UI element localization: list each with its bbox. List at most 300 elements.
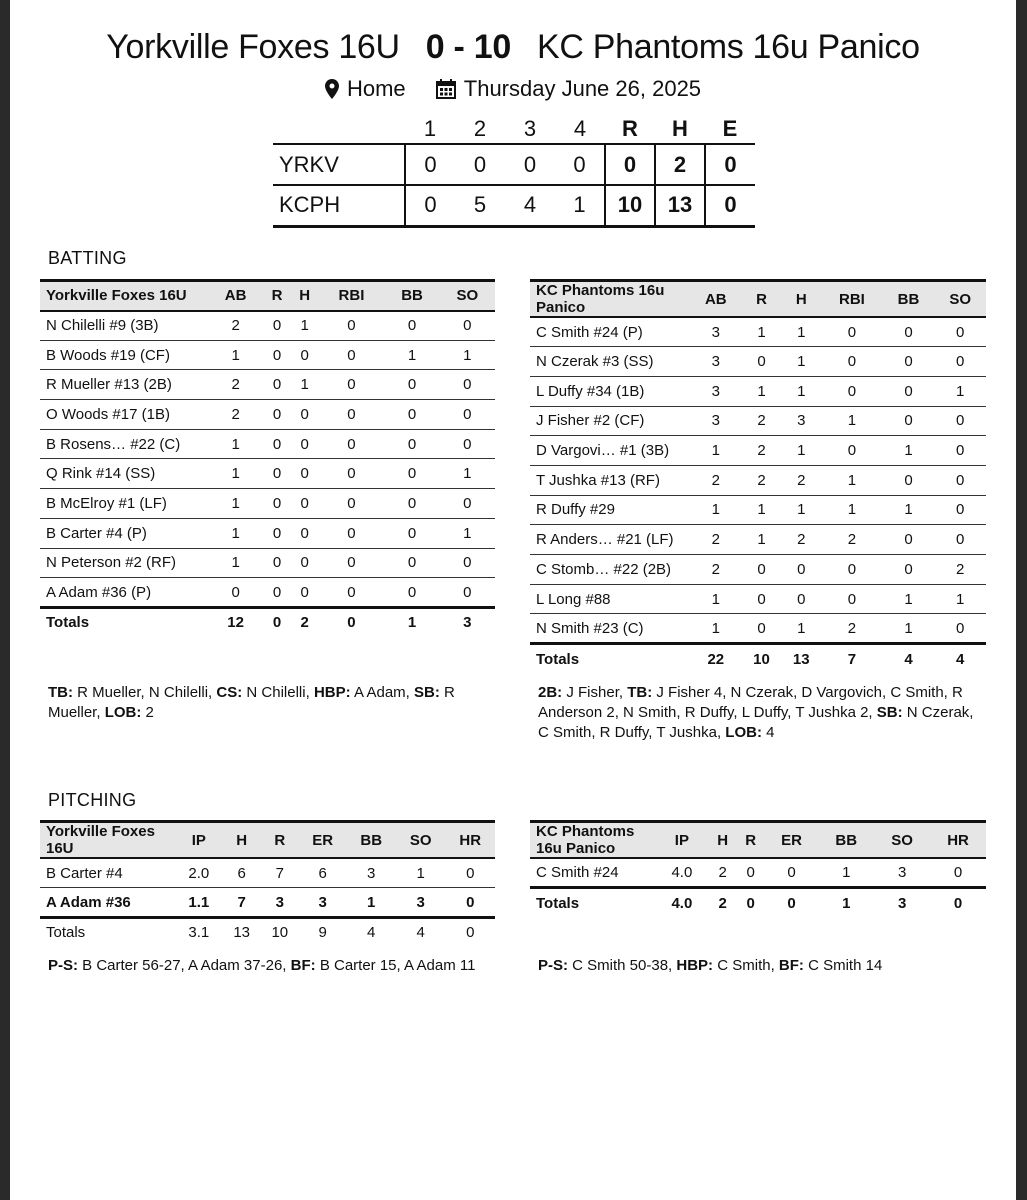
stat-cell: 1	[742, 495, 782, 525]
game-header	[10, 28, 1016, 67]
stat-cell: 0	[883, 525, 935, 555]
table-row	[530, 406, 986, 436]
stat-cell: 1	[781, 376, 821, 406]
stat-cell: 0	[319, 311, 385, 341]
stat-cell: 2	[690, 465, 742, 495]
column-header: H	[223, 822, 261, 859]
stat-cell: 0	[291, 518, 319, 548]
stat-cell: 0	[440, 370, 495, 400]
stat-cell: 0	[737, 858, 765, 888]
table-row	[530, 525, 986, 555]
total-runs: 0	[605, 144, 655, 185]
player-name: B McElroy #1 (LF)	[40, 489, 208, 519]
total-cell: 3	[440, 607, 495, 637]
stat-cell: 0	[821, 584, 883, 614]
stat-cell: 0	[263, 518, 291, 548]
total-hits: 13	[655, 185, 705, 226]
totals-row	[40, 607, 495, 637]
stat-cell: 0	[821, 376, 883, 406]
inning-score: 0	[555, 144, 605, 185]
date	[436, 76, 701, 102]
stat-cell: 0	[930, 858, 986, 888]
stat-cell: 3	[261, 888, 299, 918]
stat-cell: 3	[874, 858, 930, 888]
stat-cell: 1	[208, 429, 263, 459]
location	[325, 76, 406, 102]
stat-cell: 0	[384, 578, 439, 608]
stat-cell: 0	[291, 548, 319, 578]
stat-cell: 0	[934, 465, 986, 495]
column-header: BB	[818, 822, 874, 859]
hits-header: H	[672, 115, 688, 141]
team-name-header: KC Phantoms 16u Panico	[530, 281, 690, 318]
table-row	[40, 459, 495, 489]
total-cell: 0	[263, 607, 291, 637]
stat-cell: 0	[384, 518, 439, 548]
stat-cell: 3	[690, 347, 742, 377]
pitching-notes-kc-phantoms	[538, 956, 978, 976]
stat-cell: 2	[742, 465, 782, 495]
stat-cell: 0	[291, 578, 319, 608]
stat-cell: 1	[781, 495, 821, 525]
stat-cell: 1	[440, 518, 495, 548]
stat-cell: 0	[440, 400, 495, 430]
stat-cell: 0	[934, 436, 986, 466]
batting-table-kc-phantoms	[530, 279, 986, 673]
table-header-row	[40, 822, 495, 859]
stat-cell: 0	[445, 858, 495, 888]
inning-header: 1	[423, 115, 437, 141]
stat-cell: 0	[319, 489, 385, 519]
stat-cell: 0	[883, 406, 935, 436]
stat-cell: 1	[883, 436, 935, 466]
stat-cell: 1	[384, 340, 439, 370]
column-header: RBI	[319, 281, 385, 311]
stat-cell: 0	[440, 578, 495, 608]
total-cell: 4	[396, 917, 446, 947]
stat-cell: 0	[291, 340, 319, 370]
note-value: C Smith,	[717, 957, 775, 974]
table-row	[40, 888, 495, 918]
stat-cell: 0	[883, 347, 935, 377]
stat-cell: 1	[781, 436, 821, 466]
team-name-header: Yorkville Foxes 16U	[40, 822, 175, 859]
note-label: SB:	[414, 684, 440, 701]
stat-cell: 2	[690, 555, 742, 585]
team-name-header: KC Phantoms 16u Panico	[530, 822, 655, 859]
note-label: P-S:	[538, 957, 568, 974]
stat-cell: 0	[291, 459, 319, 489]
stat-cell: 0	[263, 548, 291, 578]
stat-cell: 3	[690, 376, 742, 406]
stat-cell: 3	[299, 888, 347, 918]
stat-cell: 1	[883, 495, 935, 525]
total-cell: 0	[737, 888, 765, 918]
note-label: HBP:	[676, 957, 714, 974]
note-value: R Mueller,	[48, 684, 455, 721]
errors-header: E	[722, 115, 738, 141]
stat-cell: 4.0	[655, 858, 709, 888]
column-header: RBI	[821, 281, 883, 318]
stat-cell: 0	[934, 317, 986, 347]
total-cell: 10	[261, 917, 299, 947]
stat-cell: 0	[384, 459, 439, 489]
stat-cell: 2	[690, 525, 742, 555]
stat-cell: 2	[709, 858, 737, 888]
stat-cell: 0	[445, 888, 495, 918]
note-label: LOB:	[104, 704, 142, 721]
stat-cell: 1	[291, 370, 319, 400]
stat-cell: 3	[690, 317, 742, 347]
table-row	[40, 548, 495, 578]
total-cell: 4	[883, 644, 935, 674]
stat-cell: 1	[781, 317, 821, 347]
stat-cell: 0	[384, 370, 439, 400]
stat-cell: 0	[934, 614, 986, 644]
column-header: H	[781, 281, 821, 318]
player-name: B Rosens… #22 (C)	[40, 429, 208, 459]
table-row	[530, 436, 986, 466]
stat-cell: 0	[291, 429, 319, 459]
note-label: TB:	[627, 684, 653, 701]
stat-cell: 1	[208, 548, 263, 578]
batting-notes-kc-phantoms	[538, 683, 978, 743]
team-abbr: KCPH	[273, 185, 405, 226]
stat-cell: 0	[883, 317, 935, 347]
table-row	[530, 347, 986, 377]
column-header: H	[709, 822, 737, 859]
table-row	[40, 578, 495, 608]
stat-cell: 1	[742, 525, 782, 555]
stat-cell: 3	[781, 406, 821, 436]
table-header-row	[530, 281, 986, 318]
column-header: ER	[299, 822, 347, 859]
stat-cell: 0	[821, 436, 883, 466]
table-row	[40, 489, 495, 519]
stat-cell: 0	[319, 429, 385, 459]
table-row	[40, 340, 495, 370]
batting-section-title: BATTING	[48, 248, 127, 268]
stat-cell: 7	[223, 888, 261, 918]
calendar-icon	[436, 79, 456, 99]
total-cell: 3	[874, 888, 930, 918]
column-header: R	[742, 281, 782, 318]
player-name: A Adam #36 (P)	[40, 578, 208, 608]
stat-cell: 0	[742, 555, 782, 585]
player-name: L Duffy #34 (1B)	[530, 376, 690, 406]
note-label: P-S:	[48, 957, 78, 974]
location-label: Home	[346, 76, 406, 101]
total-cell: 2	[291, 607, 319, 637]
table-row	[530, 465, 986, 495]
stat-cell: 0	[883, 465, 935, 495]
player-name: N Peterson #2 (RF)	[40, 548, 208, 578]
stat-cell: 1	[821, 465, 883, 495]
note-value: A Adam,	[353, 684, 410, 701]
total-cell: 0	[445, 917, 495, 947]
stat-cell: 0	[319, 400, 385, 430]
total-cell: 2	[709, 888, 737, 918]
stat-cell: 0	[263, 578, 291, 608]
stat-cell: 2	[821, 614, 883, 644]
player-name: R Duffy #29	[530, 495, 690, 525]
stat-cell: 0	[742, 584, 782, 614]
column-header: R	[737, 822, 765, 859]
note-label: TB:	[48, 684, 73, 701]
table-row	[40, 400, 495, 430]
right-edge	[1016, 0, 1027, 1200]
total-cell: 0	[319, 607, 385, 637]
total-errors: 0	[705, 144, 755, 185]
runs-header: R	[622, 115, 638, 141]
totals-label: Totals	[40, 607, 208, 637]
inning-score: 0	[455, 144, 505, 185]
total-cell: 3.1	[175, 917, 223, 947]
stat-cell: 1	[440, 340, 495, 370]
player-name: J Fisher #2 (CF)	[530, 406, 690, 436]
stat-cell: 0	[384, 429, 439, 459]
total-cell: 13	[781, 644, 821, 674]
note-label: BF:	[290, 957, 316, 974]
column-header: HR	[445, 822, 495, 859]
total-cell: 4.0	[655, 888, 709, 918]
pitching-notes-yorkville	[48, 956, 493, 976]
team-abbr: YRKV	[273, 144, 405, 185]
stat-cell: 1	[208, 459, 263, 489]
stat-cell: 3	[396, 888, 446, 918]
table-row	[40, 429, 495, 459]
inning-header: 2	[473, 115, 487, 141]
stat-cell: 0	[319, 459, 385, 489]
total-errors: 0	[705, 185, 755, 226]
player-name: Q Rink #14 (SS)	[40, 459, 208, 489]
inning-score: 1	[555, 185, 605, 226]
column-header: SO	[396, 822, 446, 859]
stat-cell: 2.0	[175, 858, 223, 888]
stat-cell: 0	[319, 340, 385, 370]
stat-cell: 1	[208, 340, 263, 370]
inning-header: 4	[573, 115, 587, 141]
stat-cell: 0	[781, 584, 821, 614]
note-value: C Smith 50-38,	[572, 957, 673, 974]
map-pin-icon	[325, 79, 339, 99]
table-row	[530, 555, 986, 585]
stat-cell: 0	[263, 340, 291, 370]
column-header: HR	[930, 822, 986, 859]
stat-cell: 1	[821, 406, 883, 436]
stat-cell: 1	[818, 858, 874, 888]
stat-cell: 1	[208, 489, 263, 519]
table-row	[40, 311, 495, 341]
stat-cell: 1	[781, 347, 821, 377]
total-cell: 4	[934, 644, 986, 674]
stat-cell: 6	[299, 858, 347, 888]
column-header: BB	[346, 822, 395, 859]
table-row	[530, 495, 986, 525]
stat-cell: 0	[263, 429, 291, 459]
stat-cell: 0	[208, 578, 263, 608]
stat-cell: 1	[883, 584, 935, 614]
note-label: HBP:	[313, 684, 351, 701]
column-header: BB	[384, 281, 439, 311]
stat-cell: 1	[690, 584, 742, 614]
player-name: A Adam #36	[40, 888, 175, 918]
stat-cell: 1	[690, 436, 742, 466]
line-score-row	[273, 144, 755, 185]
player-name: C Stomb… #22 (2B)	[530, 555, 690, 585]
note-value: N Czerak, C Smith, R Duffy, T Jushka,	[538, 704, 974, 741]
left-edge	[0, 0, 10, 1200]
column-header: IP	[175, 822, 223, 859]
table-row	[530, 858, 986, 888]
note-value: J Fisher 4, N Czerak, D Vargovich, C Smith, R Anderson 2, N Smith, R Duffy, L Duffy, T Jushka 2,	[538, 684, 963, 721]
table-row	[530, 614, 986, 644]
stat-cell: 2	[781, 465, 821, 495]
note-value: C Smith 14	[808, 957, 883, 974]
inning-score: 0	[505, 144, 555, 185]
stat-cell: 1	[208, 518, 263, 548]
table-row	[40, 370, 495, 400]
pitching-section-title: PITCHING	[48, 790, 137, 810]
stat-cell: 0	[821, 555, 883, 585]
stat-cell: 0	[821, 347, 883, 377]
total-cell: 9	[299, 917, 347, 947]
batting-notes-yorkville	[48, 683, 493, 723]
note-label: SB:	[876, 704, 903, 721]
totals-row	[530, 644, 986, 674]
stat-cell: 0	[440, 489, 495, 519]
stat-cell: 3	[346, 858, 395, 888]
total-cell: 1	[384, 607, 439, 637]
table-row	[40, 518, 495, 548]
table-row	[530, 376, 986, 406]
column-header: IP	[655, 822, 709, 859]
totals-label: Totals	[530, 888, 655, 918]
stat-cell: 0	[263, 370, 291, 400]
stat-cell: 0	[263, 489, 291, 519]
note-value: B Carter 15, A Adam 11	[319, 957, 476, 974]
line-score-row	[273, 185, 755, 226]
stat-cell: 7	[261, 858, 299, 888]
stat-cell: 1	[346, 888, 395, 918]
stat-cell: 2	[208, 311, 263, 341]
stat-cell: 0	[263, 459, 291, 489]
stat-cell: 0	[384, 548, 439, 578]
home-team-name: Yorkville Foxes 16U	[106, 28, 400, 66]
stat-cell: 1	[821, 495, 883, 525]
table-row	[530, 584, 986, 614]
team-name-header: Yorkville Foxes 16U	[40, 281, 208, 311]
stat-cell: 2	[781, 525, 821, 555]
stat-cell: 0	[263, 400, 291, 430]
note-value: J Fisher,	[566, 684, 624, 701]
player-name: N Chilelli #9 (3B)	[40, 311, 208, 341]
stat-cell: 0	[742, 347, 782, 377]
stat-cell: 0	[291, 400, 319, 430]
inning-score: 4	[505, 185, 555, 226]
player-name: D Vargovi… #1 (3B)	[530, 436, 690, 466]
column-header: SO	[874, 822, 930, 859]
date-label: Thursday June 26, 2025	[463, 76, 702, 101]
column-header: ER	[765, 822, 819, 859]
stat-cell: 2	[742, 406, 782, 436]
stat-cell: 1	[690, 614, 742, 644]
note-label: LOB:	[725, 724, 762, 741]
stat-cell: 1	[934, 584, 986, 614]
stat-cell: 2	[934, 555, 986, 585]
stat-cell: 0	[883, 376, 935, 406]
column-header: R	[263, 281, 291, 311]
player-name: B Woods #19 (CF)	[40, 340, 208, 370]
column-header: SO	[934, 281, 986, 318]
stat-cell: 2	[821, 525, 883, 555]
player-name: L Long #88	[530, 584, 690, 614]
total-runs: 10	[605, 185, 655, 226]
stat-cell: 0	[934, 406, 986, 436]
stat-cell: 1	[781, 614, 821, 644]
total-cell: 7	[821, 644, 883, 674]
stat-cell: 0	[934, 347, 986, 377]
player-name: B Carter #4	[40, 858, 175, 888]
player-name: B Carter #4 (P)	[40, 518, 208, 548]
stat-cell: 0	[263, 311, 291, 341]
stat-cell: 1.1	[175, 888, 223, 918]
game-meta	[10, 76, 1016, 105]
stat-cell: 1	[883, 614, 935, 644]
stat-cell: 0	[384, 489, 439, 519]
stat-cell: 0	[883, 555, 935, 585]
pitching-table-kc-phantoms	[530, 820, 986, 917]
column-header: BB	[883, 281, 935, 318]
player-name: N Czerak #3 (SS)	[530, 347, 690, 377]
total-cell: 22	[690, 644, 742, 674]
total-cell: 4	[346, 917, 395, 947]
stat-cell: 0	[440, 548, 495, 578]
totals-label: Totals	[530, 644, 690, 674]
total-cell: 12	[208, 607, 263, 637]
note-value: R Mueller, N Chilelli,	[77, 684, 213, 701]
stat-cell: 0	[319, 548, 385, 578]
stat-cell: 1	[440, 459, 495, 489]
stat-cell: 3	[690, 406, 742, 436]
stat-cell: 0	[742, 614, 782, 644]
stat-cell: 0	[384, 400, 439, 430]
player-name: R Anders… #21 (LF)	[530, 525, 690, 555]
boxscore-page	[10, 0, 1016, 1200]
inning-header: 3	[523, 115, 537, 141]
inning-score: 0	[405, 144, 455, 185]
stat-cell: 0	[319, 370, 385, 400]
note-value: 2	[145, 704, 154, 721]
table-header-row	[530, 822, 986, 859]
table-row	[530, 317, 986, 347]
inning-score: 5	[455, 185, 505, 226]
stat-cell: 6	[223, 858, 261, 888]
totals-label: Totals	[40, 917, 175, 947]
column-header: AB	[208, 281, 263, 311]
totals-row	[40, 917, 495, 947]
note-value: 4	[766, 724, 775, 741]
stat-cell: 0	[821, 317, 883, 347]
total-cell: 0	[930, 888, 986, 918]
stat-cell: 0	[291, 489, 319, 519]
note-label: CS:	[216, 684, 243, 701]
stat-cell: 2	[742, 436, 782, 466]
line-score-header	[273, 114, 755, 144]
stat-cell: 2	[208, 370, 263, 400]
stat-cell: 0	[440, 429, 495, 459]
total-cell: 10	[742, 644, 782, 674]
